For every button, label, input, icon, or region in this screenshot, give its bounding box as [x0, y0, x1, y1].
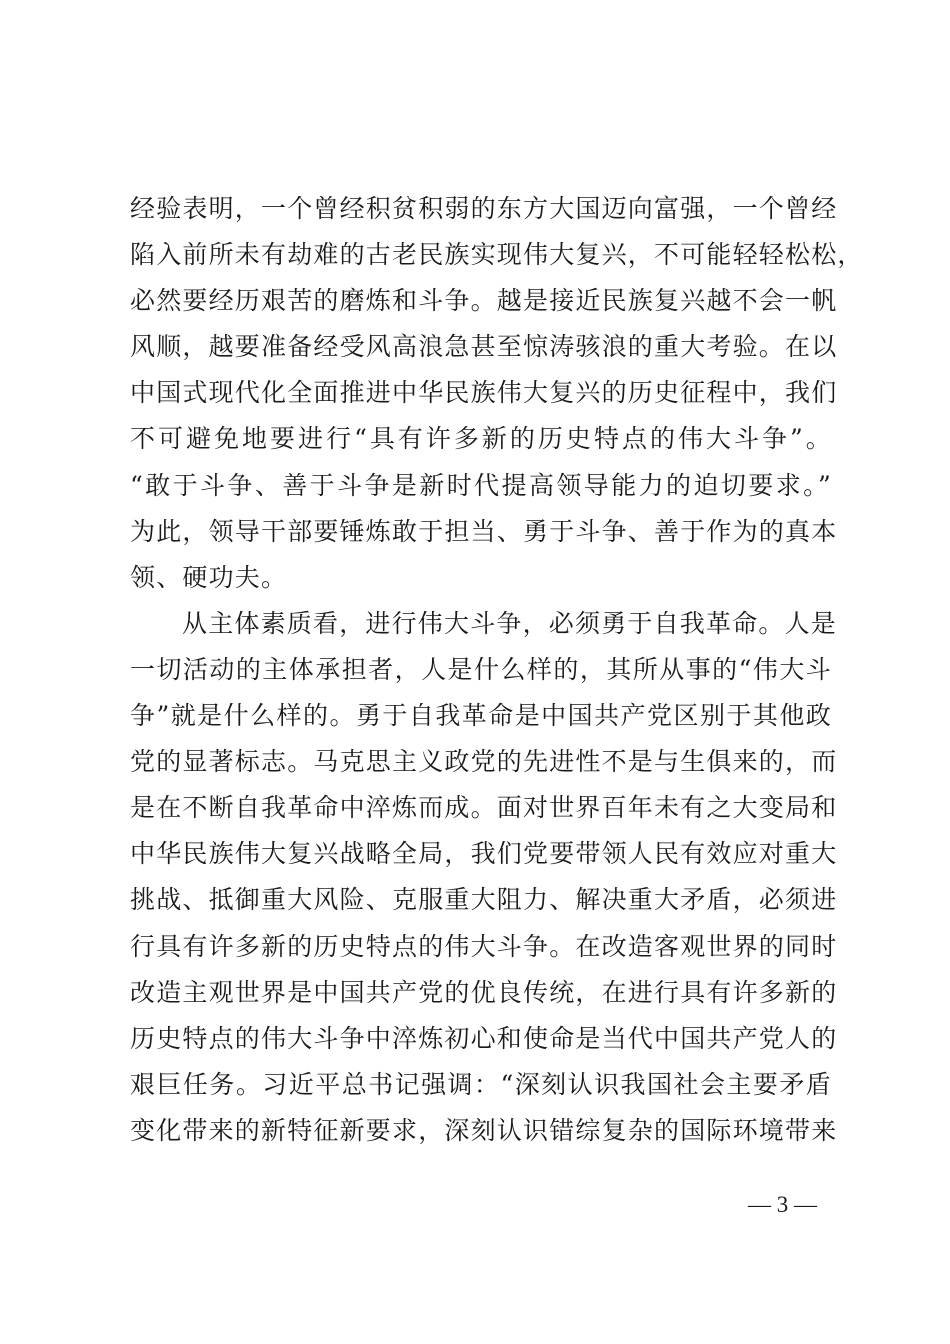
paragraph-2-line-8: 行具有许多新的历史特点的伟大斗争。在改造客观世界的同时 — [130, 931, 838, 961]
paragraph-1-line-9: 领、硬功夫。 — [130, 562, 288, 592]
paragraph-2-line-7: 挑战、抵御重大风险、克服重大阻力、解决重大矛盾，必须进 — [130, 885, 838, 915]
paragraph-1-line-2: 陷入前所未有劫难的古老民族实现伟大复兴，不可能轻轻松松， — [130, 240, 864, 270]
paragraph-1-line-1: 经验表明，一个曾经积贫积弱的东方大国迈向富强，一个曾经 — [130, 194, 838, 223]
paragraph-1-line-7: “敢于斗争、善于斗争是新时代提高领导能力的迫切要求。” — [130, 470, 832, 500]
paragraph-2-line-6: 中华民族伟大复兴战略全局，我们党要带领人民有效应对重大 — [130, 839, 838, 869]
paragraph-2-line-3: 争”就是什么样的。勇于自我革命是中国共产党区别于其他政 — [130, 701, 832, 731]
body-text — [130, 186, 864, 1154]
paragraph-2-line-5: 是在不断自我革命中淬炼而成。面对世界百年未有之大变局和 — [130, 793, 838, 823]
paragraph-1-line-5: 中国式现代化全面推进中华民族伟大复兴的历史征程中，我们 — [130, 378, 838, 408]
paragraph-1-line-8: 为此，领导干部要锤炼敢于担当、勇于斗争、善于作为的真本 — [130, 516, 838, 546]
paragraph-2-line-4: 党的显著标志。马克思主义政党的先进性不是与生俱来的，而 — [130, 747, 838, 777]
paragraph-2-line-10: 历史特点的伟大斗争中淬炼初心和使命是当代中国共产党人的 — [130, 1023, 838, 1053]
page-number: — 3 — — [748, 1192, 817, 1217]
paragraph-2-line-2: 一切活动的主体承担者，人是什么样的，其所从事的“伟大斗 — [130, 654, 832, 684]
paragraph-2-line-11: 艰巨任务。习近平总书记强调：“深刻认识我国社会主要矛盾 — [130, 1069, 832, 1099]
paragraph-2-line-1: 从主体素质看，进行伟大斗争，必须勇于自我革命。人是 — [182, 608, 838, 638]
paragraph-2-line-12: 变化带来的新特征新要求，深刻认识错综复杂的国际环境带来 — [130, 1115, 838, 1145]
paragraph-1-line-3: 必然要经历艰苦的磨炼和斗争。越是接近民族复兴越不会一帆 — [130, 286, 838, 316]
paragraph-1-line-4: 风顺，越要准备经受风高浪急甚至惊涛骇浪的重大考验。在以 — [130, 332, 838, 362]
paragraph-2-line-9: 改造主观世界是中国共产党的优良传统，在进行具有许多新的 — [130, 977, 838, 1007]
paragraph-1-line-6: 不可避免地要进行“具有许多新的历史特点的伟大斗争”。 — [130, 424, 832, 454]
